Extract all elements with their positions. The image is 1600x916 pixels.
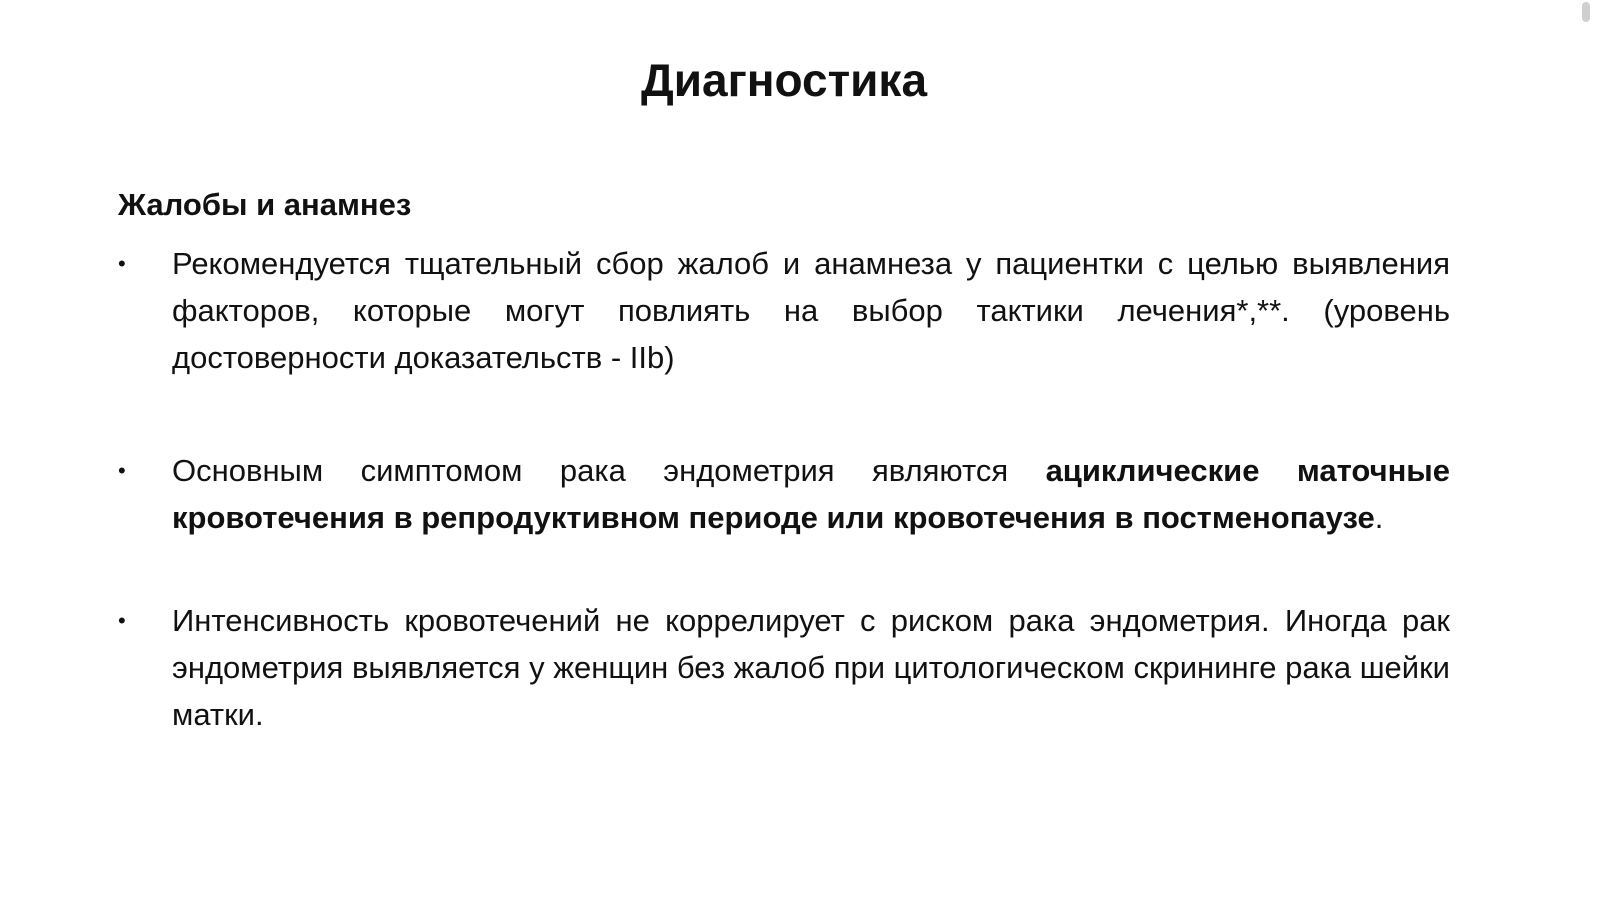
bullet-text: Рекомендуется тщательный сбор жалоб и анамнеза у пациентки с целью выявления факторов, которые могут повлиять на выбор тактики лечения*,**. (уровень достоверности доказательств - IIb) [172, 246, 1450, 375]
vertical-scrollbar[interactable] [1568, 0, 1600, 916]
bullet-text-regular: Основным симптомом рака эндометрия являются [172, 453, 1046, 488]
bullet-item-2 [118, 447, 1450, 541]
bullet-item-1 [118, 240, 1450, 381]
bullet-text: Интенсивность кровотечений не коррелирует с риском рака эндометрия. Иногда рак эндометрия выявляется у женщин без жалоб при цитологическом скрининге рака шейки матки. [172, 603, 1450, 732]
slide-title: Диагностика [640, 54, 928, 106]
bullet-item-3 [118, 597, 1450, 738]
scrollbar-thumb[interactable] [1582, 2, 1590, 22]
section-heading: Жалобы и анамнез [118, 187, 412, 222]
bullet-text-end: . [1374, 500, 1384, 535]
bullet-dot-icon: • [118, 458, 126, 483]
bullet-dot-icon: • [118, 251, 126, 276]
bullet-dot-icon: • [118, 608, 126, 633]
bullet-text-emphasis: ациклические маточные кровотечения в репродуктивном периоде или кровотечения в постменопаузе [172, 453, 1451, 535]
bullet-text [172, 447, 1450, 541]
